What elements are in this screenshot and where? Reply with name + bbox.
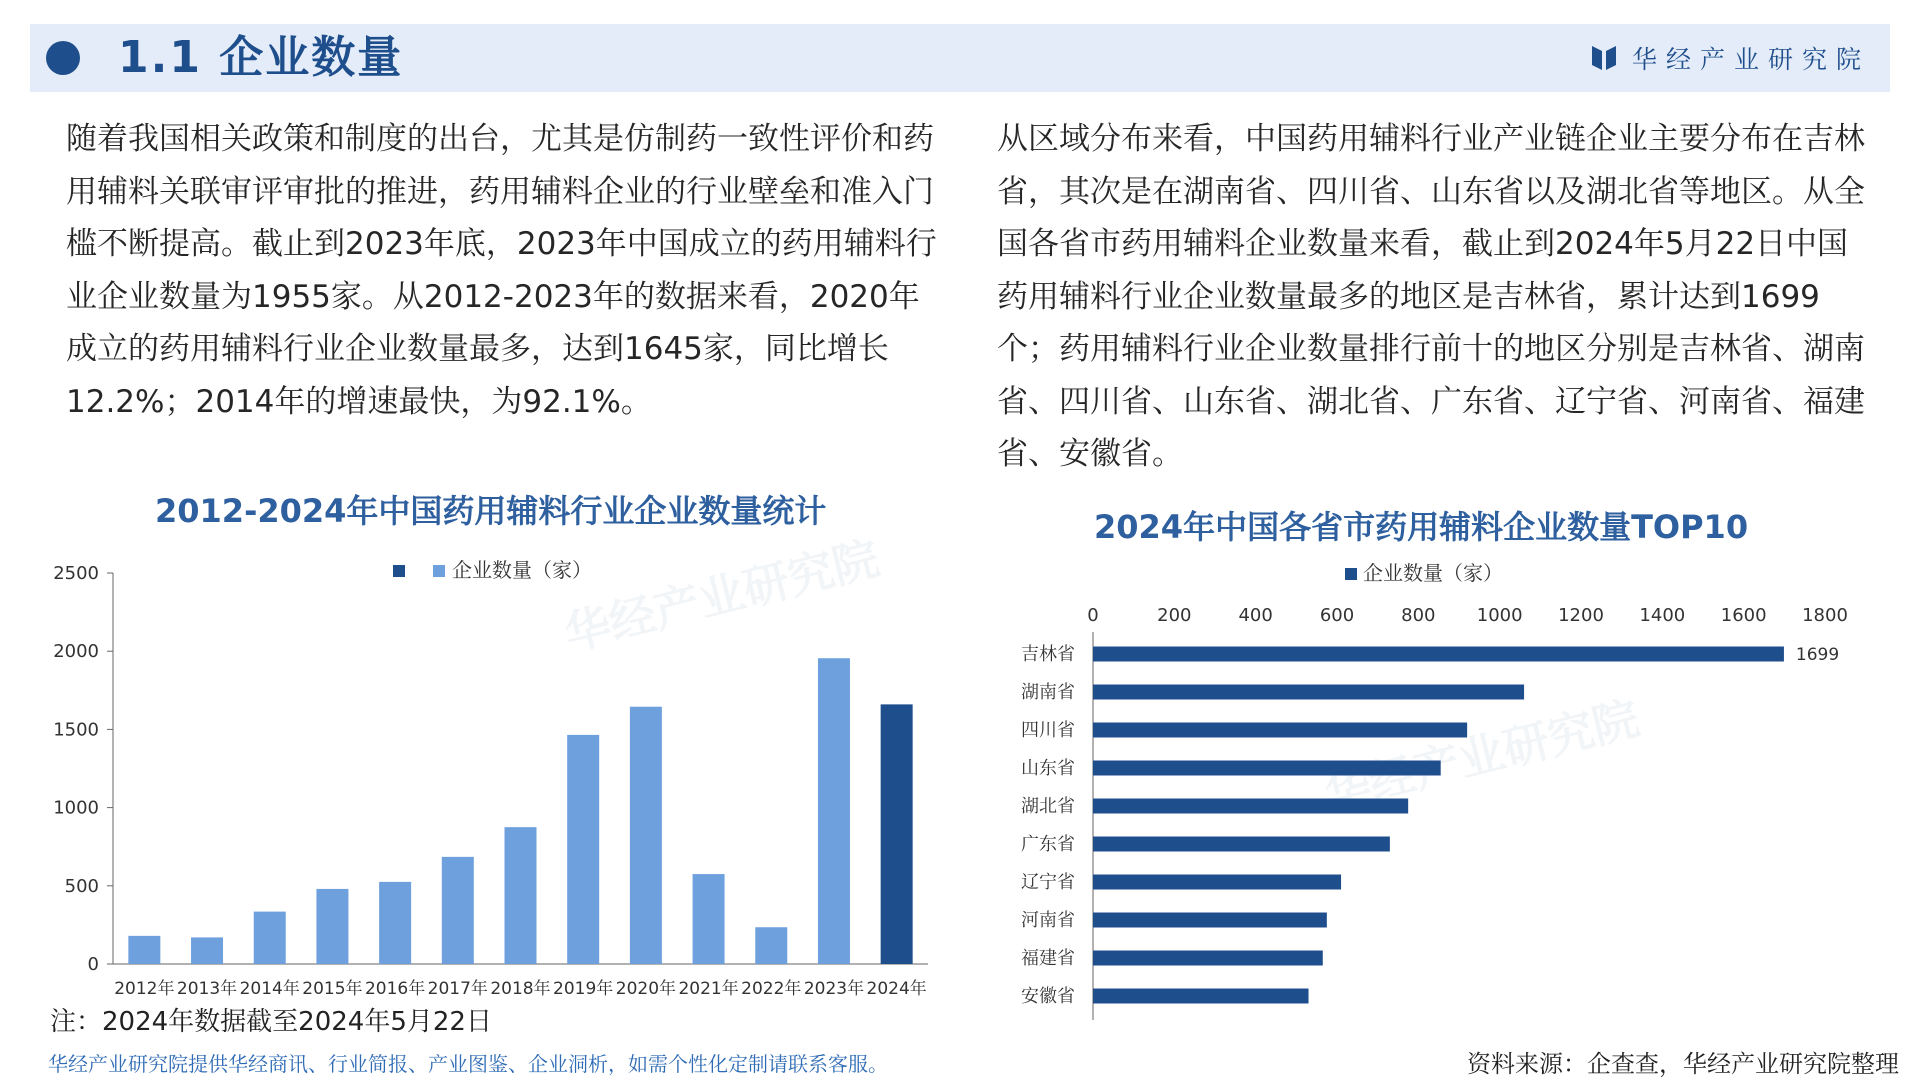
brand-name: 华经产业研究院: [1631, 45, 1870, 74]
x-tick-label: 600: [1319, 605, 1355, 626]
y-category-label: 辽宁省: [1021, 872, 1075, 893]
y-category-label: 河南省: [1021, 910, 1075, 931]
footer-service-note: 华经产业研究院提供华经商讯、行业简报、产业图鉴、企业洞析，如需个性化定制请联系客服。: [48, 1052, 888, 1076]
bar: [1093, 647, 1784, 662]
x-tick-label: 800: [1401, 605, 1436, 626]
bar: [505, 827, 537, 964]
x-tick-label: 200: [1157, 605, 1192, 626]
x-tick-label: 2023年: [803, 979, 865, 999]
x-tick-label: 2015年: [302, 979, 363, 999]
chart-title-top10: 2024年中国各省市药用辅料企业数量TOP10: [1094, 508, 1749, 546]
chart-legend: [393, 558, 592, 582]
page-header: [30, 24, 1890, 92]
y-category-label: 安徽省: [1021, 986, 1075, 1007]
y-category-label: 山东省: [1021, 758, 1075, 779]
y-category-label: 福建省: [1021, 948, 1075, 969]
province-bar-chart: [990, 555, 1890, 1025]
bar: [630, 707, 662, 964]
legend-swatch: [1345, 568, 1357, 580]
brand-logo-icon: [1590, 44, 1618, 72]
bullet-dot-icon: [46, 41, 80, 75]
bar: [254, 912, 286, 964]
x-tick-label: 2017年: [427, 979, 488, 999]
x-tick-label: 1400: [1639, 605, 1686, 626]
bar: [1093, 875, 1341, 890]
y-category-label: 湖北省: [1021, 796, 1075, 817]
chart-legend: [1345, 561, 1503, 585]
x-tick-label: 2018年: [490, 979, 551, 999]
legend-swatch: [393, 565, 405, 577]
annual-bar-chart: [0, 548, 940, 999]
y-tick-label: 1000: [53, 797, 99, 819]
watermark: 华经产业研究院: [558, 530, 885, 662]
bar: [191, 937, 223, 964]
x-tick-label: 2024年: [866, 979, 927, 999]
bar: [128, 936, 160, 964]
y-category-label: 四川省: [1021, 720, 1075, 741]
chart-note: 注：2024年数据截至2024年5月22日: [50, 1007, 492, 1037]
legend-label: 企业数量（家）: [452, 558, 592, 582]
bar: [1093, 951, 1323, 966]
x-tick-label: 2022年: [741, 979, 802, 999]
brand: [1590, 24, 1870, 92]
y-tick-label: 1500: [53, 719, 99, 741]
x-tick-label: 1200: [1558, 605, 1604, 626]
x-tick-label: 2013年: [176, 979, 238, 999]
legend-swatch: [433, 565, 445, 577]
y-category-label: 吉林省: [1021, 644, 1075, 665]
x-tick-label: 2012年: [114, 979, 175, 999]
bar: [379, 882, 411, 964]
x-tick-label: 1800: [1802, 605, 1848, 626]
y-tick-label: 2000: [53, 641, 99, 663]
bar: [881, 704, 913, 964]
bar: [1093, 989, 1309, 1004]
y-tick-label: 0: [87, 954, 99, 975]
legend-label: 企业数量（家）: [1363, 561, 1503, 585]
bar: [755, 927, 787, 964]
x-tick-label: 2020年: [615, 979, 677, 999]
bar: [818, 658, 850, 964]
bar: [1093, 723, 1467, 738]
left-paragraph: 随着我国相关政策和制度的出台，尤其是仿制药一致性评价和药用辅料关联审评审批的推进，药用辅料企业的行业壁垒和准入门槛不断提高。截止到2023年底，2023年中国成立的药用辅料行业企业数量为1955家。从2012-2023年的数据来看，2020年成立的药用辅料行业企业数量最多，达到1645家，同比增长12.2%；2014年的增速最快，为92.1%。: [66, 121, 937, 420]
chart-title-annual: 2012-2024年中国药用辅料行业企业数量统计: [155, 492, 827, 530]
bar: [442, 857, 474, 964]
bar: [1093, 799, 1408, 814]
page-title: 1.1 企业数量: [118, 32, 404, 83]
data-label: 1699: [1795, 645, 1840, 665]
bar: [1093, 685, 1524, 700]
bar: [1093, 913, 1327, 928]
x-tick-label: 2016年: [364, 979, 426, 999]
bar: [693, 874, 725, 964]
y-category-label: 广东省: [1021, 834, 1075, 855]
footer-source: 资料来源：企查查，华经产业研究院整理: [1467, 1050, 1899, 1078]
x-tick-label: 2019年: [553, 979, 614, 999]
bar: [567, 735, 599, 964]
bar: [1093, 761, 1441, 776]
bar: [1093, 837, 1390, 852]
x-tick-label: 2014年: [239, 979, 300, 999]
y-tick-label: 2500: [53, 563, 99, 584]
y-category-label: 湖南省: [1021, 682, 1075, 703]
x-tick-label: 2021年: [678, 979, 739, 999]
x-tick-label: 400: [1238, 605, 1273, 626]
x-tick-label: 0: [1087, 605, 1099, 626]
y-tick-label: 500: [64, 875, 99, 897]
x-tick-label: 1600: [1720, 605, 1767, 626]
right-paragraph: 从区域分布来看，中国药用辅料行业产业链企业主要分布在吉林省，其次是在湖南省、四川省、山东省以及湖北省等地区。从全国各省市药用辅料企业数量来看，截止到2024年5月22日中国药用辅料行业企业数量最多的地区是吉林省，累计达到1699个；药用辅料行业企业数量排行前十的地区分别是吉林省、湖南省、四川省、山东省、湖北省、广东省、辽宁省、河南省、福建省、安徽省。: [997, 121, 1865, 472]
bar: [316, 889, 348, 964]
watermark: 华经产业研究院: [1318, 690, 1645, 822]
x-tick-label: 1000: [1476, 605, 1523, 626]
